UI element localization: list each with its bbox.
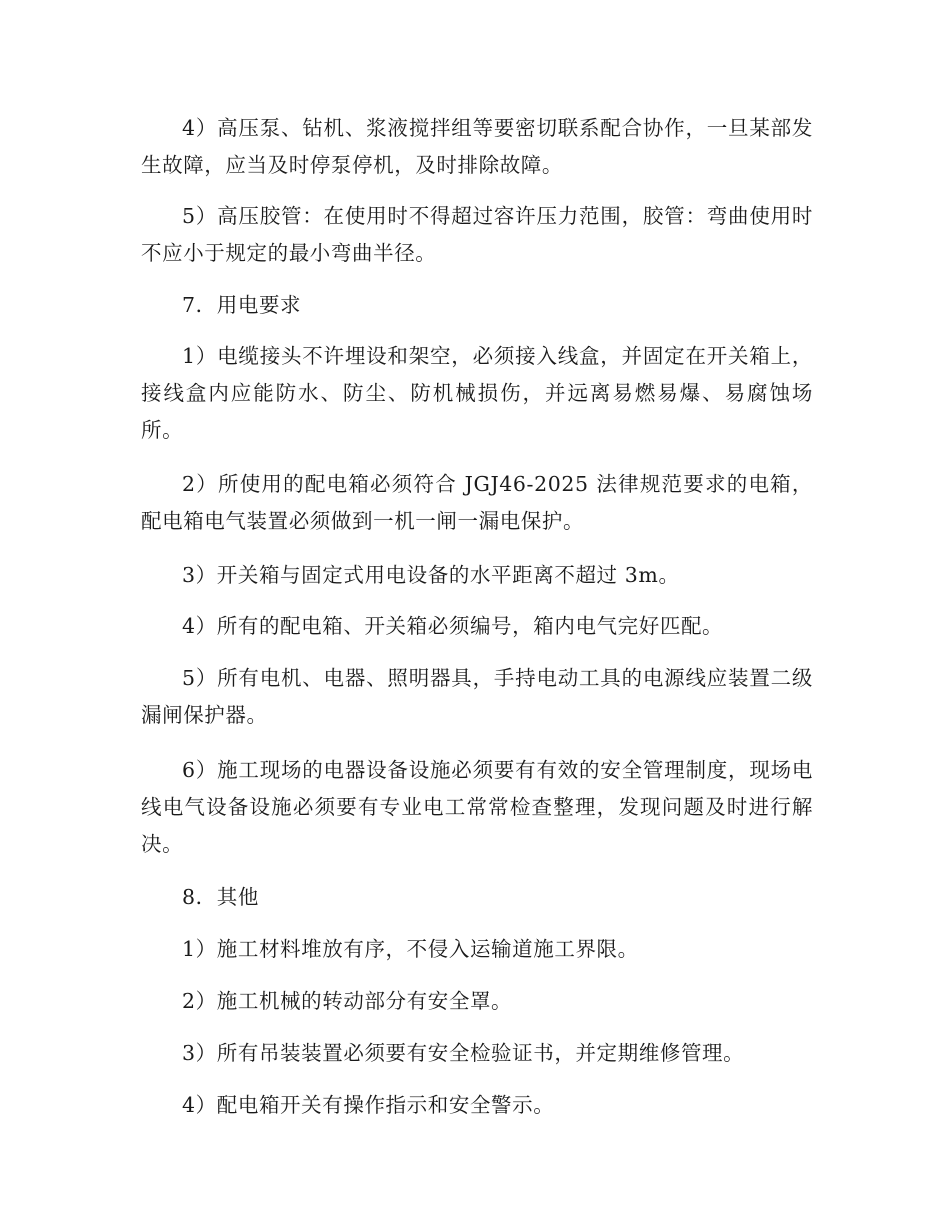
paragraph-material-stacking: 1）施工材料堆放有序，不侵入运输道施工界限。 [182, 937, 639, 961]
section-heading-electricity: 7．用电要求 [182, 293, 302, 317]
paragraph-leakage-protector: 5）所有电机、电器、照明器具，手持电动工具的电源线应装置二级漏闸保护器。 [141, 666, 813, 727]
paragraph-safety-management: 6）施工现场的电器设备设施必须要有有效的安全管理制度，现场电线电气设备设施必须要有专业电工常常检查整理，发现问题及时进行解决。 [141, 758, 813, 856]
paragraph-lifting-certificate: 3）所有吊装装置必须要有安全检验证书，并定期维修管理。 [182, 1041, 745, 1065]
paragraph-machinery-guard: 2）施工机械的转动部分有安全罩。 [182, 989, 513, 1013]
paragraph-switch-warning: 4）配电箱开关有操作指示和安全警示。 [182, 1093, 555, 1117]
paragraph-high-pressure-hose: 5）高压胶管：在使用时不得超过容许压力范围，胶管：弯曲使用时不应小于规定的最小弯曲半径。 [141, 204, 813, 265]
paragraph-distribution-box: 2）所使用的配电箱必须符合 JGJ46-2025 法律规范要求的电箱，配电箱电气装置必须做到一机一闸一漏电保护。 [141, 472, 813, 533]
paragraph-pump-coordination: 4）高压泵、钻机、浆液搅拌组等要密切联系配合协作，一旦某部发生故障，应当及时停泵停机，及时排除故障。 [141, 116, 813, 177]
section-heading-other: 8．其他 [182, 885, 259, 909]
paragraph-box-numbering: 4）所有的配电箱、开关箱必须编号，箱内电气完好匹配。 [182, 614, 724, 638]
paragraph-switch-box-distance: 3）开关箱与固定式用电设备的水平距离不超过 3m。 [182, 563, 680, 587]
paragraph-cable-joints: 1）电缆接头不许埋设和架空，必须接入线盒，并固定在开关箱上，接线盒内应能防水、防尘、防机械损伤，并远离易燃易爆、易腐蚀场所。 [141, 344, 813, 442]
